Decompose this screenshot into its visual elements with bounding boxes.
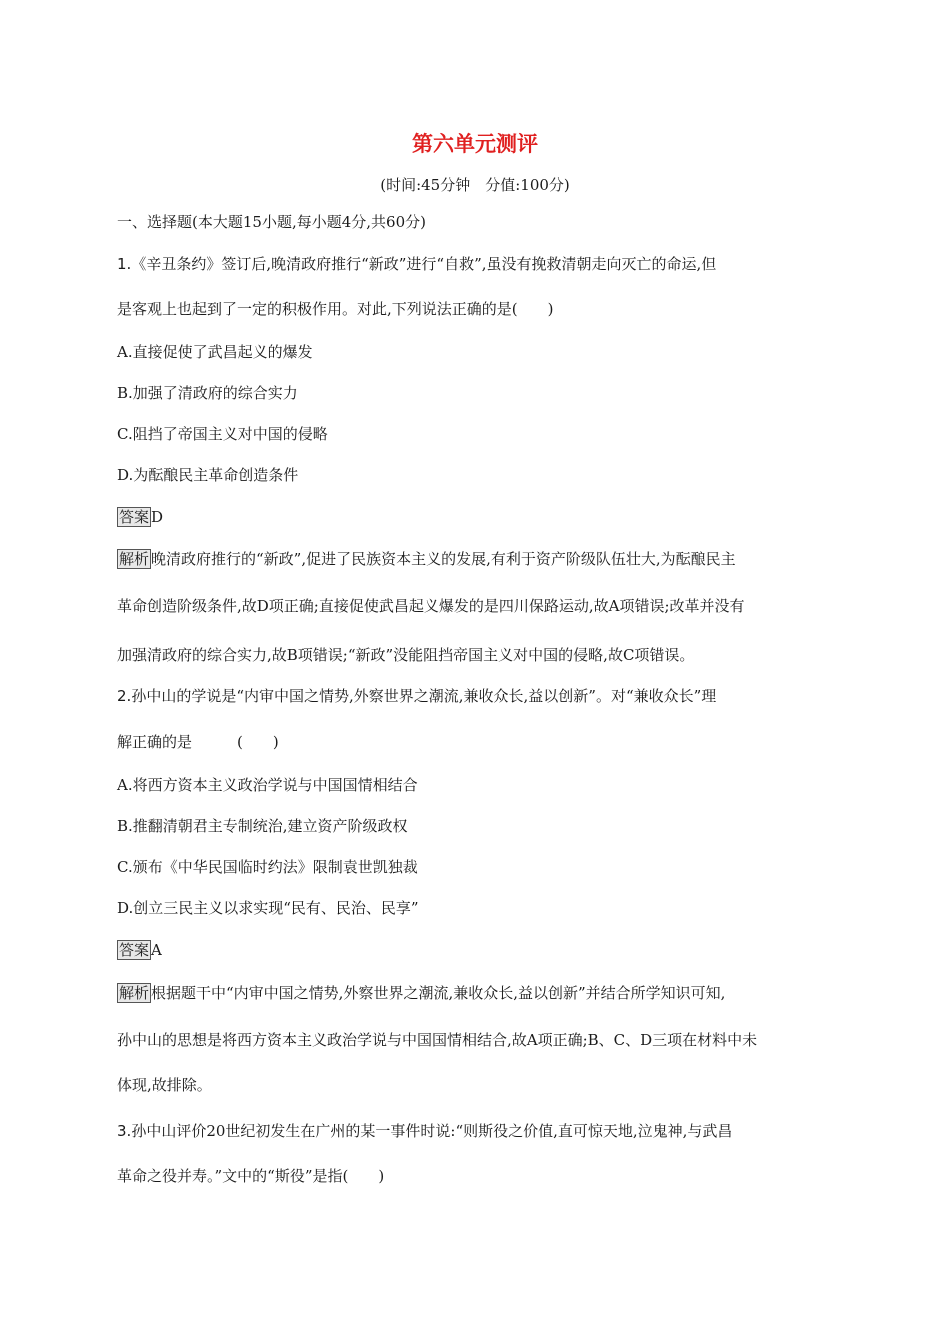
analysis-tag: 解析 — [119, 984, 150, 1002]
answer-tag: 答案 — [119, 941, 150, 959]
stem-text: 孙中山的学说是“内审中国之情势,外察世界之潮流,兼收众长,益以创新”。对“兼收众长”理 — [131, 687, 717, 705]
answer-tag: 答案 — [119, 508, 150, 526]
question-2-answer — [117, 940, 833, 960]
page-title: 第六单元测评 — [412, 132, 538, 156]
answer-value: D — [151, 508, 164, 526]
question-2-stem-line-2: 解正确的是 ( ) — [117, 733, 279, 751]
question-number: 1. — [117, 255, 132, 273]
question-1-answer — [117, 507, 833, 527]
question-1-stem-line-2: 是客观上也起到了一定的积极作用。对此,下列说法正确的是( ) — [117, 300, 554, 318]
question-1-analysis-line-1 — [117, 549, 833, 569]
question-1-option-b: B.加强了清政府的综合实力 — [117, 384, 298, 402]
analysis-text: 晚清政府推行的“新政”,促进了民族资本主义的发展,有利于资产阶级队伍壮大,为酝酿民主 — [151, 550, 736, 568]
exam-info: (时间:45分钟 分值:100分) — [380, 176, 570, 194]
stem-text: 孙中山评价20世纪初发生在广州的某一事件时说:“则斯役之价值,直可惊天地,泣鬼神,与武昌 — [131, 1122, 733, 1140]
question-2-option-d: D.创立三民主义以求实现“民有、民治、民享” — [117, 899, 419, 917]
question-number: 2. — [117, 687, 132, 705]
question-3-stem-line-1 — [117, 1121, 833, 1141]
section-heading: 一、选择题(本大题15小题,每小题4分,共60分) — [117, 213, 426, 231]
question-2-option-b: B.推翻清朝君主专制统治,建立资产阶级政权 — [117, 817, 408, 835]
question-2-option-a: A.将西方资本主义政治学说与中国国情相结合 — [117, 776, 418, 794]
question-1-analysis-line-2: 革命创造阶级条件,故D项正确;直接促使武昌起义爆发的是四川保路运动,故A项错误;改革并没有 — [117, 597, 745, 615]
question-2-analysis-line-3: 体现,故排除。 — [117, 1076, 212, 1094]
analysis-tag: 解析 — [119, 550, 150, 568]
question-2-analysis-line-2: 孙中山的思想是将西方资本主义政治学说与中国国情相结合,故A项正确;B、C、D三项在材料中未 — [117, 1031, 758, 1049]
question-2-stem-line-1 — [117, 686, 833, 706]
question-1-option-a: A.直接促使了武昌起义的爆发 — [117, 343, 313, 361]
analysis-text: 根据题干中“内审中国之情势,外察世界之潮流,兼收众长,益以创新”并结合所学知识可知, — [151, 984, 726, 1002]
question-3-stem-line-2: 革命之役并寿。”文中的“斯役”是指( ) — [117, 1167, 385, 1185]
question-2-option-c: C.颁布《中华民国临时约法》限制袁世凯独裁 — [117, 858, 418, 876]
question-1-option-c: C.阻挡了帝国主义对中国的侵略 — [117, 425, 328, 443]
question-number: 3. — [117, 1122, 132, 1140]
stem-text: 《辛丑条约》签订后,晚清政府推行“新政”进行“自救”,虽没有挽救清朝走向灭亡的命运,但 — [131, 255, 717, 273]
question-1-stem-line-1 — [117, 254, 833, 274]
question-1-option-d: D.为酝酿民主革命创造条件 — [117, 466, 299, 484]
question-2-analysis-line-1 — [117, 983, 833, 1003]
question-1-analysis-line-3: 加强清政府的综合实力,故B项错误;“新政”没能阻挡帝国主义对中国的侵略,故C项错误。 — [117, 646, 695, 664]
answer-value: A — [151, 941, 162, 959]
